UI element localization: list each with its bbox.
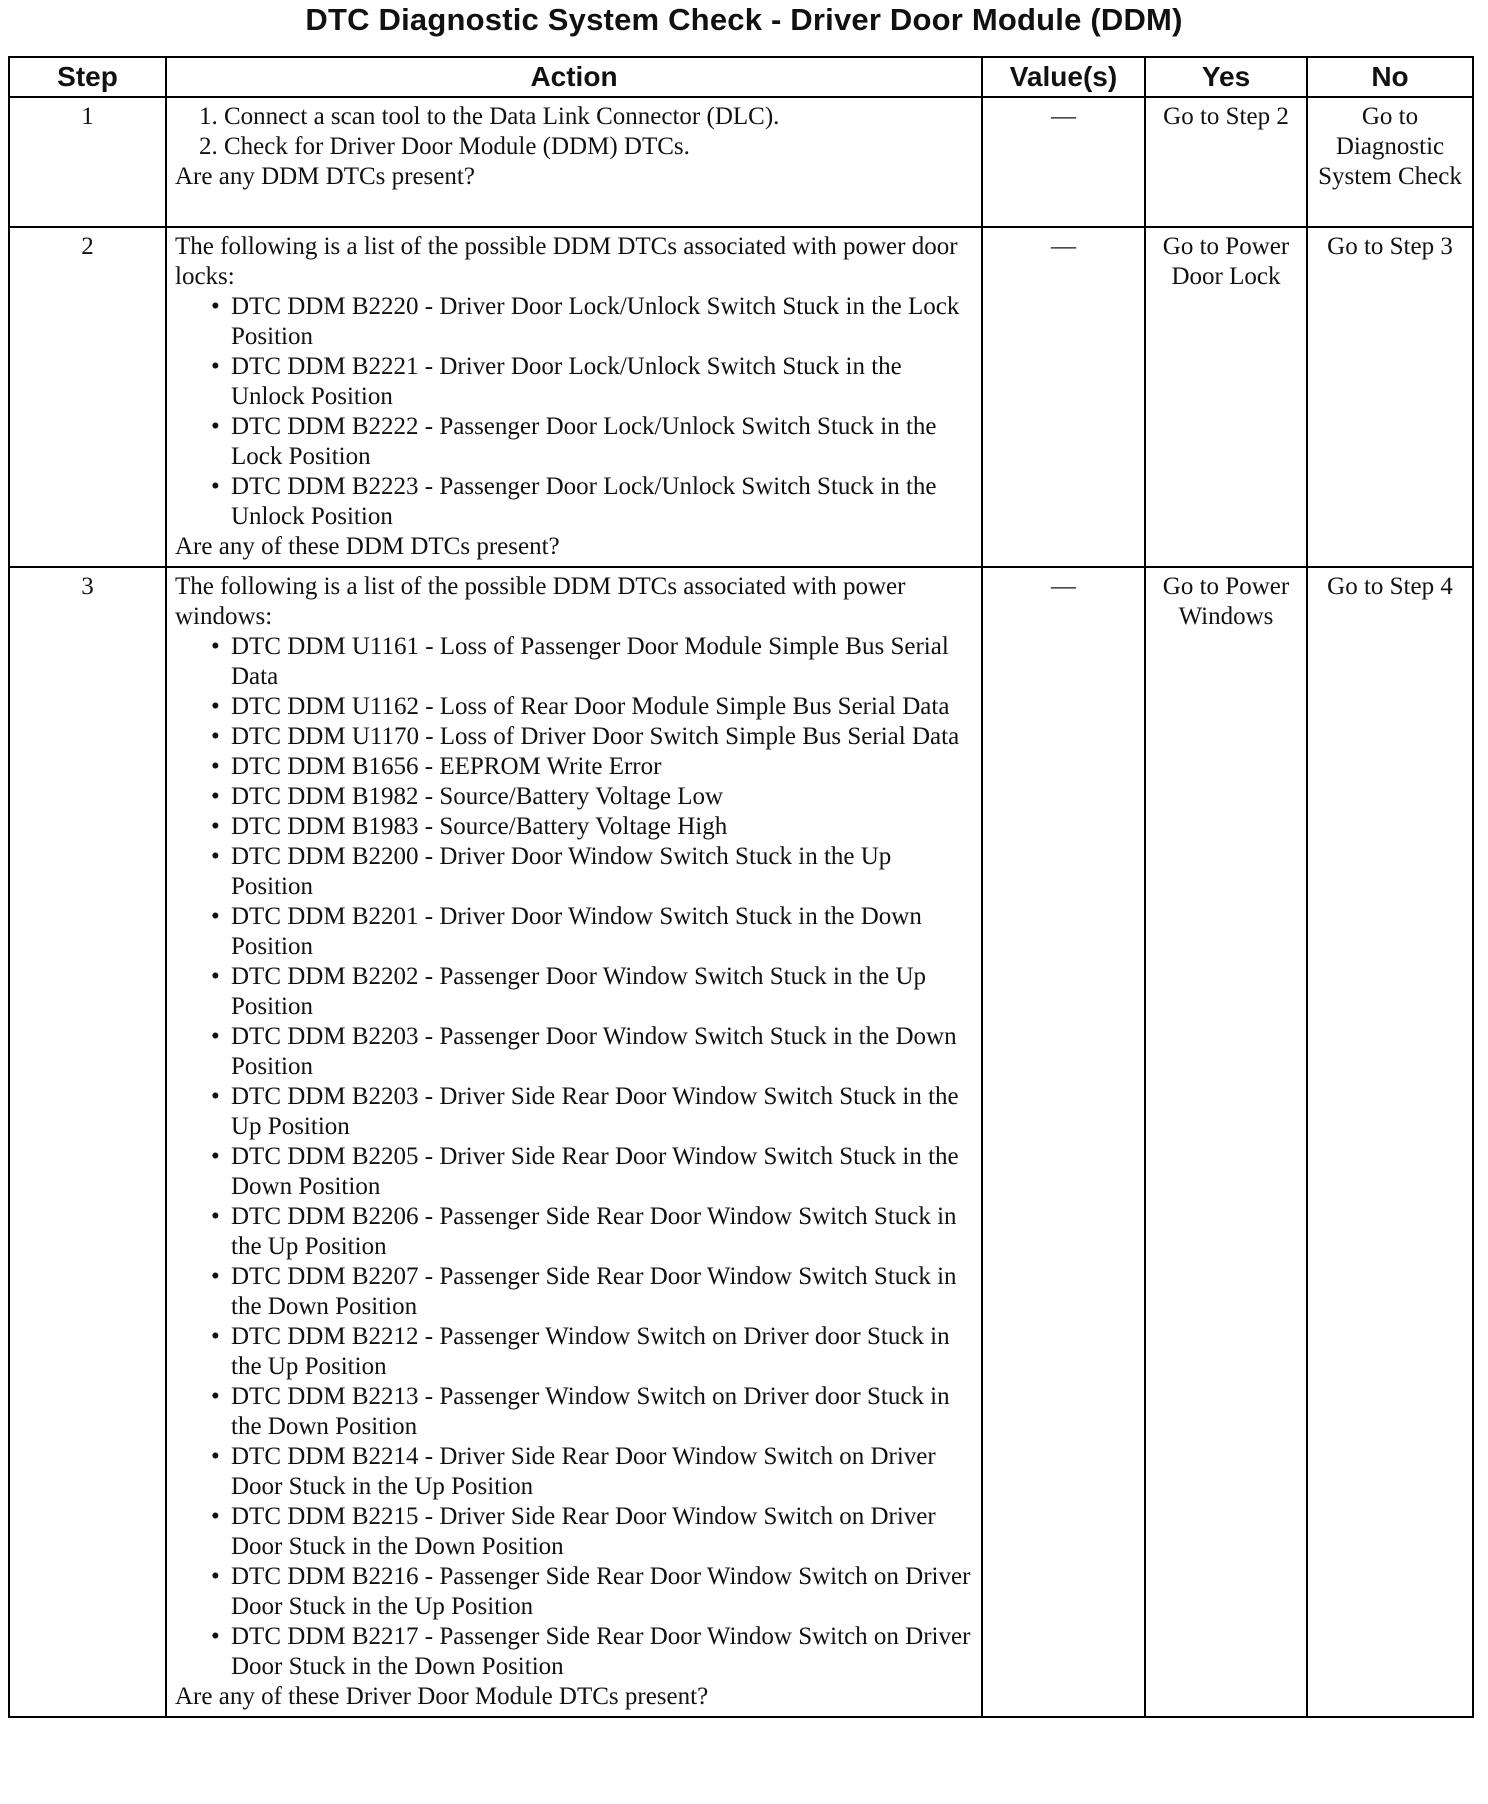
dtc-item <box>175 812 971 842</box>
bullet-icon: • <box>211 783 220 810</box>
action-cell <box>166 227 982 567</box>
page-title: DTC Diagnostic System Check - Driver Door Module (DDM) <box>305 2 1183 37</box>
bullet-icon: • <box>211 753 220 780</box>
dtc-item <box>175 1202 971 1262</box>
yes-cell: Go to Power Door Lock <box>1145 227 1307 567</box>
header-row <box>9 57 1473 97</box>
bullet-icon: • <box>211 353 220 380</box>
dtc-text: DTC DDM B1983 - Source/Battery Voltage High <box>231 813 728 840</box>
bullet-icon: • <box>211 1203 220 1230</box>
bullet-icon: • <box>211 1023 220 1050</box>
action-cell <box>166 567 982 1717</box>
dtc-text: DTC DDM B1982 - Source/Battery Voltage Low <box>231 783 724 810</box>
bullet-icon: • <box>211 963 220 990</box>
dtc-item <box>175 472 971 532</box>
dtc-list <box>175 632 971 1682</box>
dtc-item <box>175 352 971 412</box>
dtc-text: DTC DDM B2200 - Driver Door Window Switch Stuck in the Up Position <box>231 843 892 900</box>
bullet-icon: • <box>211 1143 220 1170</box>
header-action: Action <box>166 57 982 97</box>
dtc-item <box>175 1262 971 1322</box>
dtc-item <box>175 1142 971 1202</box>
step-number: 3 <box>9 567 166 1717</box>
bullet-icon: • <box>211 1383 220 1410</box>
bullet-icon: • <box>211 903 220 930</box>
dtc-item <box>175 1562 971 1622</box>
header-no: No <box>1307 57 1473 97</box>
dtc-text: DTC DDM B2212 - Passenger Window Switch on Driver door Stuck in the Up Position <box>231 1323 950 1380</box>
dtc-text: DTC DDM B1656 - EEPROM Write Error <box>231 753 662 780</box>
dtc-text: DTC DDM B2202 - Passenger Door Window Switch Stuck in the Up Position <box>231 963 927 1020</box>
bullet-icon: • <box>211 813 220 840</box>
action-cell <box>166 97 982 227</box>
diagnostic-table <box>8 56 1474 1718</box>
dtc-item <box>175 692 971 722</box>
dtc-text: DTC DDM B2213 - Passenger Window Switch on Driver door Stuck in the Down Position <box>231 1383 950 1440</box>
dtc-text: DTC DDM U1161 - Loss of Passenger Door Module Simple Bus Serial Data <box>231 633 949 690</box>
dtc-item <box>175 1082 971 1142</box>
bullet-icon: • <box>211 1323 220 1350</box>
header-yes: Yes <box>1145 57 1307 97</box>
value-cell: — <box>982 567 1145 1717</box>
bullet-icon: • <box>211 843 220 870</box>
dtc-text: DTC DDM B2207 - Passenger Side Rear Door Window Switch Stuck in the Down Position <box>231 1263 957 1320</box>
dtc-list <box>175 292 971 532</box>
dtc-item <box>175 412 971 472</box>
no-cell: Go to Step 3 <box>1307 227 1473 567</box>
bullet-icon: • <box>211 1443 220 1470</box>
dtc-item <box>175 842 971 902</box>
dtc-item <box>175 292 971 352</box>
header-values: Value(s) <box>982 57 1145 97</box>
dtc-text: DTC DDM B2201 - Driver Door Window Switch Stuck in the Down Position <box>231 903 922 960</box>
no-cell: Go to Diagnostic System Check <box>1307 97 1473 227</box>
question-text: Are any DDM DTCs present? <box>175 163 475 190</box>
bullet-icon: • <box>211 1503 220 1530</box>
yes-cell: Go to Step 2 <box>1145 97 1307 227</box>
procedure-step: 2. Check for Driver Door Module (DDM) DTCs. <box>199 133 690 160</box>
dtc-item <box>175 1382 971 1442</box>
dtc-text: DTC DDM B2221 - Driver Door Lock/Unlock Switch Stuck in the Unlock Position <box>231 353 902 410</box>
dtc-text: DTC DDM B2205 - Driver Side Rear Door Window Switch Stuck in the Down Position <box>231 1143 959 1200</box>
dtc-item <box>175 902 971 962</box>
dtc-item <box>175 782 971 812</box>
dtc-item <box>175 1622 971 1682</box>
header-step: Step <box>9 57 166 97</box>
dtc-item <box>175 632 971 692</box>
bullet-icon: • <box>211 413 220 440</box>
intro-text: The following is a list of the possible DDM DTCs associated with power door locks: <box>175 233 958 290</box>
dtc-text: DTC DDM B2222 - Passenger Door Lock/Unlock Switch Stuck in the Lock Position <box>231 413 937 470</box>
dtc-item <box>175 1322 971 1382</box>
yes-cell: Go to Power Windows <box>1145 567 1307 1717</box>
dtc-text: DTC DDM B2216 - Passenger Side Rear Door Window Switch on Driver Door Stuck in the Up Position <box>231 1563 971 1620</box>
bullet-icon: • <box>211 1623 220 1650</box>
question-text: Are any of these DDM DTCs present? <box>175 533 560 560</box>
question-text: Are any of these Driver Door Module DTCs present? <box>175 1683 709 1710</box>
no-cell: Go to Step 4 <box>1307 567 1473 1717</box>
bullet-icon: • <box>211 723 220 750</box>
dtc-item <box>175 962 971 1022</box>
bullet-icon: • <box>211 293 220 320</box>
step-number: 1 <box>9 97 166 227</box>
dtc-text: DTC DDM B2203 - Passenger Door Window Switch Stuck in the Down Position <box>231 1023 957 1080</box>
intro-text: The following is a list of the possible DDM DTCs associated with power windows: <box>175 573 906 630</box>
bullet-icon: • <box>211 693 220 720</box>
dtc-text: DTC DDM U1162 - Loss of Rear Door Module Simple Bus Serial Data <box>231 693 950 720</box>
value-cell: — <box>982 227 1145 567</box>
table-row <box>9 97 1473 227</box>
dtc-text: DTC DDM U1170 - Loss of Driver Door Switch Simple Bus Serial Data <box>231 723 960 750</box>
procedure-steps <box>175 102 971 162</box>
dtc-text: DTC DDM B2203 - Driver Side Rear Door Window Switch Stuck in the Up Position <box>231 1083 959 1140</box>
dtc-item <box>175 752 971 782</box>
dtc-item <box>175 1502 971 1562</box>
dtc-item <box>175 1442 971 1502</box>
dtc-text: DTC DDM B2217 - Passenger Side Rear Door Window Switch on Driver Door Stuck in the Down Position <box>231 1623 971 1680</box>
procedure-step: 1. Connect a scan tool to the Data Link Connector (DLC). <box>199 103 780 130</box>
step-number: 2 <box>9 227 166 567</box>
dtc-text: DTC DDM B2206 - Passenger Side Rear Door Window Switch Stuck in the Up Position <box>231 1203 957 1260</box>
bullet-icon: • <box>211 1263 220 1290</box>
bullet-icon: • <box>211 1083 220 1110</box>
dtc-text: DTC DDM B2223 - Passenger Door Lock/Unlock Switch Stuck in the Unlock Position <box>231 473 937 530</box>
table-row <box>9 227 1473 567</box>
dtc-text: DTC DDM B2220 - Driver Door Lock/Unlock Switch Stuck in the Lock Position <box>231 293 960 350</box>
dtc-text: DTC DDM B2214 - Driver Side Rear Door Window Switch on Driver Door Stuck in the Up Position <box>231 1443 936 1500</box>
bullet-icon: • <box>211 633 220 660</box>
dtc-item <box>175 1022 971 1082</box>
value-cell: — <box>982 97 1145 227</box>
bullet-icon: • <box>211 473 220 500</box>
table-row <box>9 567 1473 1717</box>
dtc-item <box>175 722 971 752</box>
bullet-icon: • <box>211 1563 220 1590</box>
dtc-text: DTC DDM B2215 - Driver Side Rear Door Window Switch on Driver Door Stuck in the Down Position <box>231 1503 936 1560</box>
